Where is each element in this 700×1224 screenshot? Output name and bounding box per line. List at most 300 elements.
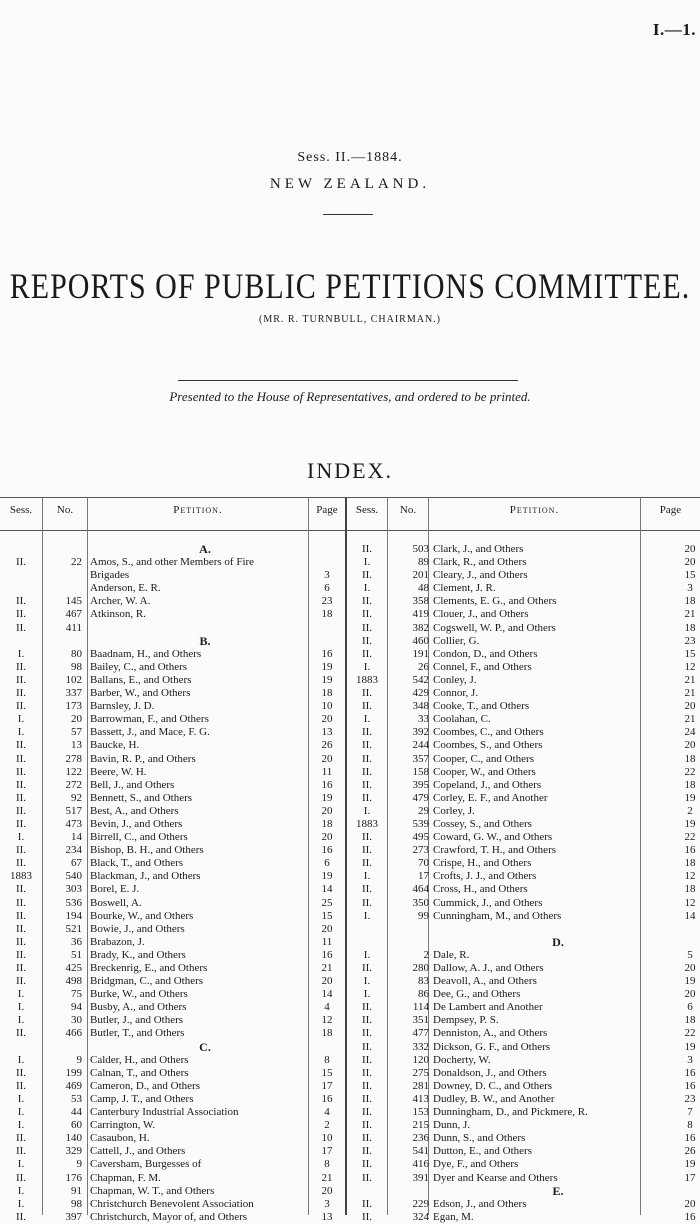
cell-petition: Butler, T., and Others <box>90 1027 185 1040</box>
index-table <box>0 497 700 1223</box>
cell-page: 18 <box>321 608 333 621</box>
page-title: REPORTS OF PUBLIC PETITIONS COMMITTEE. <box>9 266 691 307</box>
cell-session: II. <box>15 948 27 961</box>
cell-session: I. <box>363 660 371 673</box>
cell-session: II. <box>15 883 27 896</box>
cell-session: II. <box>361 621 373 634</box>
cell-session: II. <box>361 1158 373 1171</box>
cell-petition: Connel, F., and Others <box>433 660 532 673</box>
cell-number: 280 <box>412 962 429 974</box>
table-row <box>0 569 345 582</box>
session-line: Sess. II.—1884. <box>297 150 403 165</box>
cell-session: I. <box>363 948 371 961</box>
cell-petition: Conley, J. <box>433 673 477 686</box>
cell-session: II. <box>361 1145 373 1158</box>
cell-page: 21 <box>684 608 696 621</box>
table-row <box>0 1080 345 1093</box>
cell-page: 15 <box>321 1066 333 1079</box>
table-row <box>0 923 345 936</box>
cell-petition: Clark, J., and Others <box>433 543 524 555</box>
cell-session: II. <box>361 1106 373 1119</box>
table-row <box>345 1172 700 1185</box>
cell-number: 53 <box>71 1092 82 1105</box>
cell-page: 4 <box>324 1001 330 1014</box>
table-row <box>345 1198 700 1211</box>
cell-page: 13 <box>321 1210 333 1223</box>
cell-number: 92 <box>71 791 82 804</box>
cell-number: 191 <box>412 647 429 660</box>
cell-petition: Coolahan, C. <box>433 713 491 726</box>
cell-session: II. <box>15 791 27 804</box>
cell-petition: Breckenrig, E., and Others <box>90 962 208 974</box>
cell-page: 8 <box>324 1053 330 1066</box>
cell-session: II. <box>15 1066 27 1079</box>
cell-session: I. <box>17 988 25 1001</box>
cell-page: 14 <box>321 883 333 896</box>
divider <box>178 380 518 381</box>
cell-number: 199 <box>65 1066 82 1079</box>
cell-petition: Bridgman, C., and Others <box>90 975 204 988</box>
table-row <box>345 1145 700 1158</box>
cell-session: II. <box>15 975 27 988</box>
cell-session: II. <box>361 1210 373 1223</box>
cell-page: 18 <box>684 883 696 896</box>
cell-session: I. <box>363 870 371 883</box>
cell-page: 18 <box>321 687 333 700</box>
cell-session: II. <box>361 726 373 739</box>
cell-page: 19 <box>321 870 333 883</box>
cell-petition: Dyer and Kearse and Others <box>433 1171 558 1184</box>
table-row <box>345 988 700 1001</box>
cell-page: 3 <box>324 1197 330 1210</box>
table-row <box>345 543 700 556</box>
cell-number: 94 <box>71 1001 82 1014</box>
cell-page: 18 <box>684 621 696 634</box>
cell-number: 542 <box>412 673 429 686</box>
table-row <box>0 648 345 661</box>
table-row <box>0 1067 345 1080</box>
cell-session: I. <box>17 1001 25 1014</box>
cell-petition: Bavin, R. P., and Others <box>90 752 196 765</box>
cell-session: II. <box>361 765 373 778</box>
cell-petition: Best, A., and Others <box>90 804 179 817</box>
cell-petition: Canterbury Industrial Association <box>90 1106 239 1119</box>
index-heading: INDEX. <box>307 458 393 483</box>
cell-petition: Bailey, C., and Others <box>90 660 188 673</box>
table-row <box>0 1145 345 1158</box>
cell-petition: Caversham, Burgesses of <box>90 1158 202 1171</box>
header-no: No. <box>399 504 417 516</box>
cell-session: 1883 <box>356 673 378 686</box>
cell-session: II. <box>361 778 373 791</box>
cell-petition: Camp, J. T., and Others <box>90 1092 194 1105</box>
cell-session: I. <box>17 1158 25 1171</box>
cell-page: 19 <box>684 975 696 988</box>
table-row <box>345 648 700 661</box>
cell-petition: Dutton, E., and Others <box>433 1145 532 1158</box>
cell-session: II. <box>15 1171 27 1184</box>
cell-page: 10 <box>321 700 333 713</box>
cell-petition: Cross, H., and Others <box>433 883 528 896</box>
table-row <box>345 818 700 831</box>
cell-petition: Christchurch Benevolent Association <box>90 1197 254 1210</box>
cell-page: 16 <box>321 1092 333 1105</box>
cell-page: 20 <box>321 752 333 765</box>
cell-page: 19 <box>684 817 696 830</box>
cell-page: 21 <box>684 687 696 700</box>
cell-number: 17 <box>418 870 429 883</box>
cell-petition: Cooper, C., and Others <box>433 752 534 765</box>
cell-number: 358 <box>412 595 429 608</box>
cell-page: 17 <box>321 1145 333 1158</box>
cell-page: 8 <box>687 1119 693 1132</box>
table-row <box>345 1054 700 1067</box>
cell-session: II. <box>361 608 373 621</box>
table-row <box>0 1172 345 1185</box>
table-row <box>345 635 700 648</box>
cell-petition: Baucke, H. <box>90 739 140 752</box>
table-row <box>345 1211 700 1224</box>
cell-petition: Barrowman, F., and Others <box>90 713 209 726</box>
cell-number: 419 <box>412 608 429 621</box>
cell-page: 19 <box>321 660 333 673</box>
cell-number: 348 <box>412 700 429 713</box>
cell-session: II. <box>361 700 373 713</box>
cell-petition: Bevin, J., and Others <box>90 817 183 830</box>
cell-page: 20 <box>684 543 696 555</box>
table-row <box>345 792 700 805</box>
section-letter-label: C. <box>199 1039 211 1054</box>
cell-number: 350 <box>412 896 429 909</box>
cell-petition: Amos, S., and other Members of Fire <box>90 556 255 569</box>
cell-petition: Chapman, W. T., and Others <box>90 1184 215 1197</box>
cell-page: 16 <box>684 1066 696 1079</box>
table-row <box>345 910 700 923</box>
cell-number: 413 <box>412 1092 429 1105</box>
cell-petition: Egan, M. <box>433 1210 474 1223</box>
cell-page: 20 <box>321 713 333 726</box>
table-row <box>0 870 345 883</box>
cell-page: 11 <box>321 765 333 778</box>
cell-number: 517 <box>65 804 82 817</box>
table-row <box>0 1132 345 1145</box>
section-letter-label: B. <box>199 633 211 648</box>
cell-number: 44 <box>71 1106 82 1119</box>
cell-number: 176 <box>65 1171 82 1184</box>
cell-petition: Cleary, J., and Others <box>433 569 528 582</box>
table-row <box>345 1158 700 1171</box>
cell-session: II. <box>361 1119 373 1132</box>
table-row <box>0 1001 345 1014</box>
cell-page: 2 <box>687 804 693 817</box>
cell-page: 12 <box>684 896 696 909</box>
cell-session: II. <box>361 1001 373 1014</box>
cell-page: 20 <box>684 962 696 974</box>
cell-session: II. <box>361 687 373 700</box>
cell-petition: Deavoll, A., and Others <box>433 975 537 988</box>
cell-session: II. <box>361 634 373 647</box>
table-row <box>0 818 345 831</box>
table-row <box>345 713 700 726</box>
table-row <box>0 975 345 988</box>
cell-number: 397 <box>65 1210 82 1223</box>
cell-session: II. <box>15 962 27 974</box>
cell-session: I. <box>17 1197 25 1210</box>
cell-session: II. <box>15 935 27 948</box>
table-row <box>345 753 700 766</box>
cell-number: 30 <box>71 1014 82 1027</box>
cell-number: 411 <box>65 621 82 634</box>
cell-session: 1883 <box>356 817 378 830</box>
cell-page: 15 <box>321 909 333 922</box>
cell-number: 173 <box>65 700 82 713</box>
cell-session: II. <box>15 817 27 830</box>
section-letter-label: A. <box>199 542 211 556</box>
cell-petition: Dee, G., and Others <box>433 988 521 1001</box>
cell-petition: Calder, H., and Others <box>90 1053 189 1066</box>
cell-petition: Clement, J. R. <box>433 582 496 595</box>
table-row <box>0 608 345 621</box>
cell-petition: Blackman, J., and Others <box>90 870 201 883</box>
cell-petition: Corley, J. <box>433 804 475 817</box>
cell-petition: Ballans, E., and Others <box>90 673 192 686</box>
cell-number: 416 <box>412 1158 429 1171</box>
cell-petition: Boswell, A. <box>90 896 142 909</box>
table-row <box>0 962 345 975</box>
cell-number: 467 <box>65 608 82 621</box>
cell-session: I. <box>363 556 371 569</box>
cell-page: 15 <box>684 569 696 582</box>
cell-number: 329 <box>65 1145 82 1158</box>
table-row <box>0 1054 345 1067</box>
cell-number: 201 <box>412 569 429 582</box>
cell-petition: Docherty, W. <box>433 1053 491 1066</box>
cell-petition: Calnan, T., and Others <box>90 1066 189 1079</box>
cell-page: 18 <box>684 1014 696 1027</box>
cell-page: 21 <box>321 962 333 974</box>
cell-number: 477 <box>412 1027 429 1040</box>
cell-petition: Donaldson, J., and Others <box>433 1066 547 1079</box>
cell-petition: Dickson, G. F., and Others <box>433 1040 551 1053</box>
cell-session: II. <box>15 844 27 857</box>
table-row <box>345 556 700 569</box>
country-heading: NEW ZEALAND. <box>269 176 431 192</box>
table-row <box>345 1106 700 1119</box>
cell-petition: Bell, J., and Others <box>90 778 175 791</box>
header-sess: Sess. <box>9 504 33 516</box>
cell-number: 429 <box>412 687 429 700</box>
cell-page: 23 <box>684 1092 696 1105</box>
cell-number: 332 <box>412 1040 429 1053</box>
table-row <box>345 608 700 621</box>
cell-session: II. <box>361 1040 373 1053</box>
table-row <box>345 674 700 687</box>
section-letter <box>345 936 700 949</box>
cell-session: II. <box>361 1079 373 1092</box>
cell-petition: Dunn, S., and Others <box>433 1132 526 1145</box>
cell-number: 234 <box>65 844 82 857</box>
cell-page: 22 <box>684 831 696 844</box>
cell-session: II. <box>15 778 27 791</box>
table-row <box>345 831 700 844</box>
cell-page: 18 <box>684 595 696 608</box>
cell-number: 99 <box>418 909 429 922</box>
cell-number: 2 <box>423 948 429 961</box>
cell-session: II. <box>361 896 373 909</box>
cell-session: II. <box>15 1079 27 1092</box>
table-row <box>345 779 700 792</box>
table-row <box>345 726 700 739</box>
table-row <box>0 1211 345 1224</box>
cell-petition: Cogswell, W. P., and Others <box>433 621 556 634</box>
cell-page: 26 <box>321 739 333 752</box>
table-row <box>0 936 345 949</box>
cell-page: 24 <box>684 726 696 739</box>
cell-petition: Dempsey, P. S. <box>433 1014 499 1027</box>
cell-petition: Carrington, W. <box>90 1119 156 1132</box>
table-row <box>345 1027 700 1040</box>
cell-page: 16 <box>321 778 333 791</box>
cell-number: 51 <box>71 948 82 961</box>
table-row <box>0 910 345 923</box>
cell-petition: Dale, R. <box>433 948 470 961</box>
cell-number: 83 <box>418 975 429 988</box>
cell-petition: Casaubon, H. <box>90 1132 150 1145</box>
cell-page: 16 <box>321 844 333 857</box>
table-row <box>0 1198 345 1211</box>
cell-session: II. <box>15 752 27 765</box>
cell-page: 14 <box>684 909 696 922</box>
table-row <box>345 897 700 910</box>
cell-number: 337 <box>65 687 82 700</box>
cell-session: II. <box>15 1145 27 1158</box>
cell-petition: Cattell, J., and Others <box>90 1145 186 1158</box>
cell-number: 357 <box>412 752 429 765</box>
cell-petition: Brigades <box>90 569 130 582</box>
table-row <box>0 831 345 844</box>
cell-session: II. <box>15 673 27 686</box>
cell-page: 19 <box>321 673 333 686</box>
cell-number: 153 <box>412 1106 429 1119</box>
cell-session: I. <box>17 1119 25 1132</box>
table-row <box>0 1027 345 1040</box>
cell-petition: Butler, J., and Others <box>90 1014 184 1027</box>
cell-session: 1883 <box>10 870 32 883</box>
cell-page: 21 <box>684 713 696 726</box>
cell-petition: Atkinson, R. <box>90 608 146 621</box>
cell-page: 20 <box>684 988 696 1001</box>
cell-session: II. <box>361 1197 373 1210</box>
cell-petition: Brabazon, J. <box>90 935 145 948</box>
cell-number: 145 <box>65 595 82 608</box>
cell-petition: Edson, J., and Others <box>433 1197 527 1210</box>
cell-session: II. <box>15 909 27 922</box>
cell-session: I. <box>363 975 371 988</box>
cell-number: 278 <box>65 752 82 765</box>
cell-session: II. <box>361 543 373 555</box>
cell-number: 9 <box>76 1158 82 1171</box>
cell-petition: Bourke, W., and Others <box>90 909 194 922</box>
cell-session: I. <box>17 1014 25 1027</box>
table-row <box>0 1119 345 1132</box>
cell-petition: Condon, D., and Others <box>433 647 538 660</box>
table-row <box>345 700 700 713</box>
table-row <box>345 1014 700 1027</box>
cell-number: 541 <box>412 1145 429 1158</box>
cell-number: 351 <box>412 1014 429 1027</box>
table-row <box>345 1001 700 1014</box>
left-column <box>0 543 345 1224</box>
cell-page: 20 <box>321 1184 333 1197</box>
cell-petition: De Lambert and Another <box>433 1001 543 1014</box>
table-row <box>0 582 345 595</box>
cell-page: 19 <box>321 791 333 804</box>
cell-petition: Bennett, S., and Others <box>90 791 193 804</box>
cell-page: 16 <box>684 1132 696 1145</box>
cell-session: II. <box>15 1210 27 1223</box>
table-row <box>0 687 345 700</box>
cell-number: 80 <box>71 647 82 660</box>
cell-page: 12 <box>684 870 696 883</box>
cell-petition: Corley, E. F., and Another <box>433 791 548 804</box>
cell-session: II. <box>15 922 27 935</box>
cell-petition: Coombes, S., and Others <box>433 739 543 752</box>
cell-page: 21 <box>684 673 696 686</box>
cell-session: I. <box>17 647 25 660</box>
cell-session: II. <box>361 831 373 844</box>
cell-petition: Barber, W., and Others <box>90 687 191 700</box>
cell-page: 20 <box>321 804 333 817</box>
cell-session: II. <box>15 1132 27 1145</box>
cell-page: 23 <box>684 634 696 647</box>
section-letter <box>0 635 345 648</box>
cell-petition: Denniston, A., and Others <box>433 1027 548 1040</box>
cell-session: II. <box>361 883 373 896</box>
cell-session: II. <box>361 1132 373 1145</box>
cell-petition: Black, T., and Others <box>90 857 184 870</box>
cell-number: 236 <box>412 1132 429 1145</box>
cell-number: 114 <box>412 1001 429 1014</box>
cell-number: 391 <box>412 1171 429 1184</box>
cell-petition: Dunningham, D., and Pickmere, R. <box>433 1106 588 1119</box>
cell-number: 29 <box>418 804 429 817</box>
cell-page: 20 <box>321 831 333 844</box>
cell-number: 215 <box>412 1119 429 1132</box>
cell-petition: Clouer, J., and Others <box>433 608 529 621</box>
table-row <box>345 844 700 857</box>
cell-number: 158 <box>412 765 429 778</box>
cell-petition: Dudley, B. W., and Another <box>433 1092 555 1105</box>
cell-number: 521 <box>65 922 82 935</box>
cell-petition: Coward, G. W., and Others <box>433 831 553 844</box>
cell-number: 281 <box>412 1079 429 1092</box>
cell-page: 18 <box>684 857 696 870</box>
cell-number: 460 <box>412 634 429 647</box>
cell-petition: Connor, J. <box>433 687 479 700</box>
cell-number: 395 <box>412 778 429 791</box>
table-row <box>0 1093 345 1106</box>
cell-page: 20 <box>321 975 333 988</box>
cell-number: 91 <box>71 1184 82 1197</box>
cell-session: II. <box>361 791 373 804</box>
right-column <box>345 543 700 1224</box>
cell-page: 8 <box>324 1158 330 1171</box>
cell-petition: Collier, G. <box>433 634 480 647</box>
document-number: I.—1. <box>652 20 696 39</box>
table-row <box>0 661 345 674</box>
cell-petition: Bishop, B. H., and Others <box>90 844 204 857</box>
table-row <box>0 844 345 857</box>
